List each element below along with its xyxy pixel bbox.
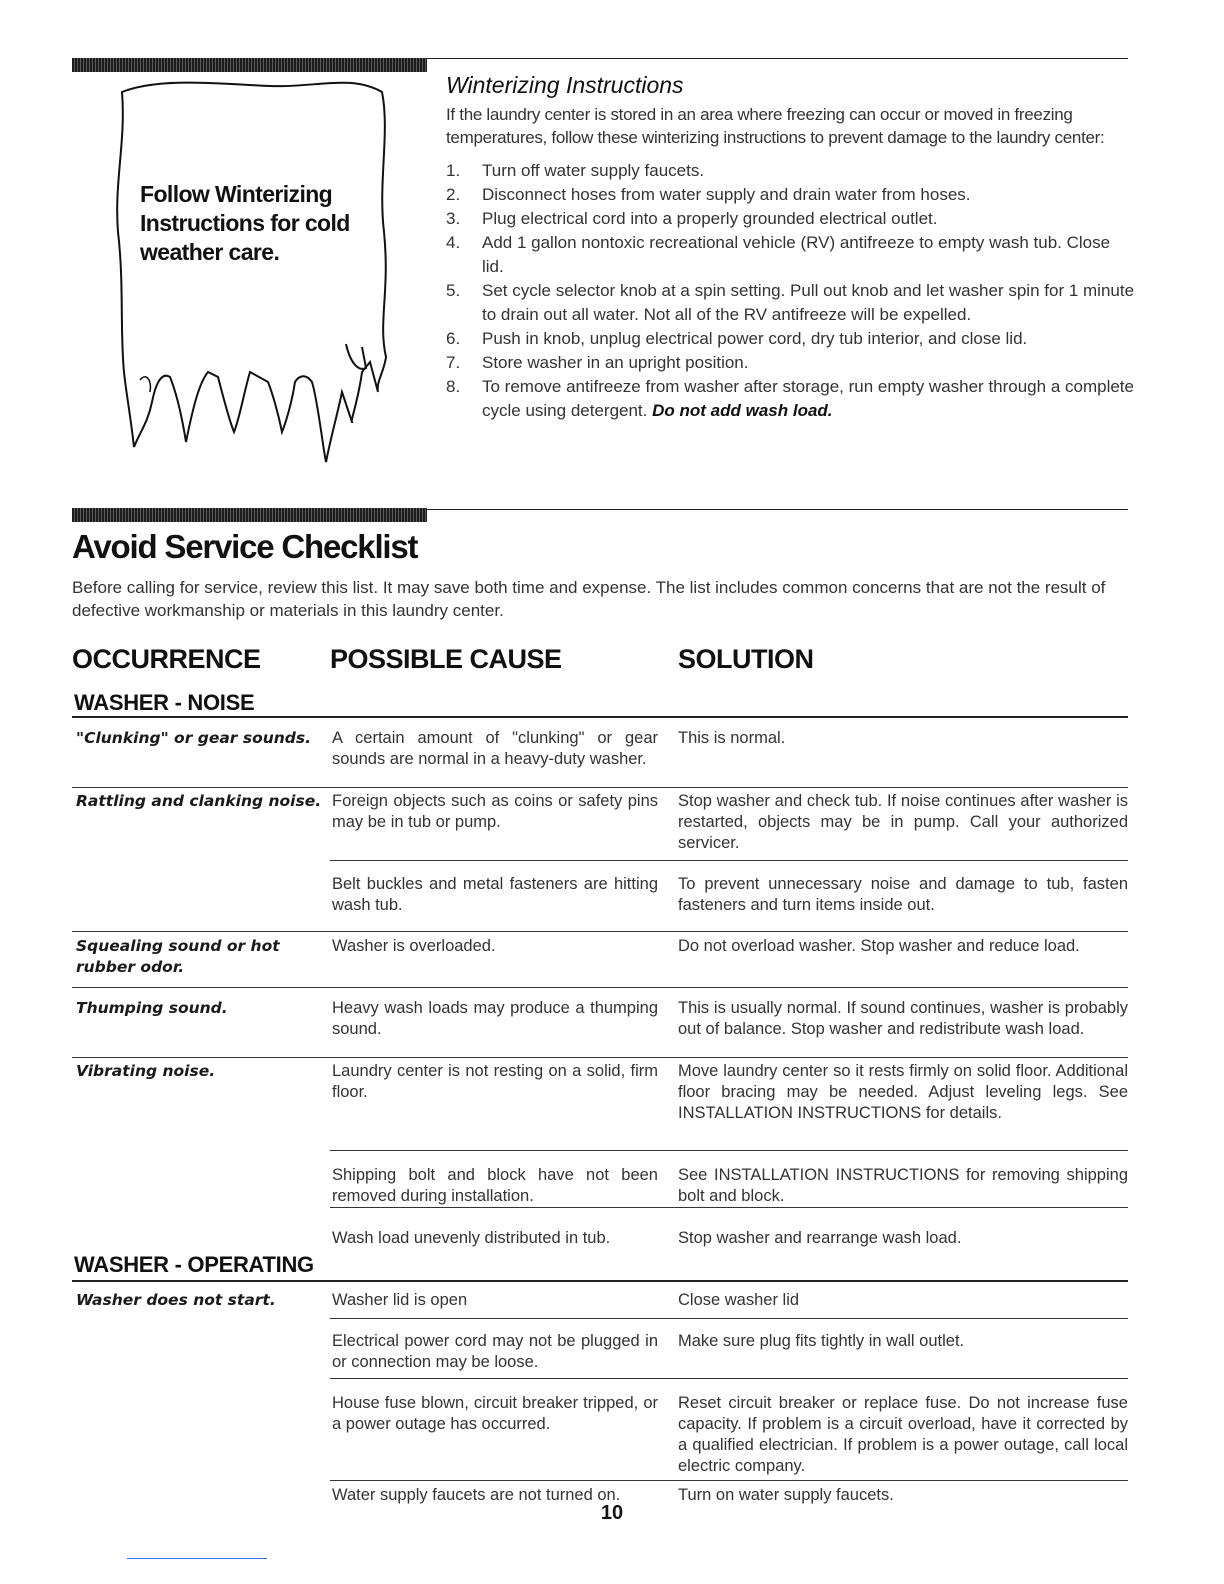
winterizing-section <box>446 72 1136 423</box>
header-bar-top <box>72 58 427 72</box>
solution-cell: Do not overload washer. Stop washer and reduce load. <box>678 937 1080 955</box>
step-number: 3. <box>446 209 461 228</box>
winterizing-step <box>446 279 1136 327</box>
step-emphasis: Do not add wash load. <box>652 401 833 420</box>
cause-cell: Laundry center is not resting on a solid, firm floor. <box>332 1062 658 1101</box>
step-text: Plug electrical cord into a properly grounded electrical outlet. <box>482 209 938 228</box>
row-divider <box>72 1057 1128 1058</box>
solution-cell: Reset circuit breaker or replace fuse. Do not increase fuse capacity. If problem is a circuit overload, have it corrected by a qualified electrician. If problem is a power outage, call local electric company. <box>678 1394 1128 1475</box>
solution-cell: This is usually normal. If sound continues, washer is probably out of balance. Stop washer and redistribute wash load. <box>678 999 1128 1038</box>
footer-underline <box>127 1558 267 1559</box>
step-number: 2. <box>446 185 461 204</box>
occurrence-cell: Thumping sound. <box>76 999 228 1017</box>
winterizing-steps <box>446 159 1136 423</box>
row-divider <box>330 1150 1128 1151</box>
cause-cell: A certain amount of "clunking" or gear sounds are normal in a heavy-duty washer. <box>332 729 658 768</box>
occurrence-cell: Rattling and clanking noise. <box>76 792 322 810</box>
cause-cell: Electrical power cord may not be plugged in or connection may be loose. <box>332 1332 658 1371</box>
step-number: 5. <box>446 281 461 300</box>
step-number: 6. <box>446 329 461 348</box>
cause-cell: Shipping bolt and block have not been removed during installation. <box>332 1166 658 1205</box>
winterizing-intro: If the laundry center is stored in an area where freezing can occur or moved in freezing temperatures, follow these winterizing instructions to prevent damage to the laundry center: <box>446 105 1105 147</box>
winterizing-title: Winterizing Instructions <box>446 72 684 98</box>
column-header-solution: SOLUTION <box>678 644 814 674</box>
solution-cell: To prevent unnecessary noise and damage to tub, fasten fasteners and turn items inside out. <box>678 875 1128 914</box>
section-title-washer-operating: WASHER - OPERATING <box>74 1252 314 1277</box>
winterizing-step <box>446 351 1136 375</box>
step-number: 7. <box>446 353 461 372</box>
checklist-title: Avoid Service Checklist <box>72 528 418 565</box>
row-divider <box>72 787 1128 788</box>
section-title-washer-noise: WASHER - NOISE <box>74 690 255 715</box>
solution-cell: Make sure plug fits tightly in wall outlet. <box>678 1332 965 1350</box>
cause-cell: Wash load unevenly distributed in tub. <box>332 1229 611 1247</box>
cause-cell: Foreign objects such as coins or safety pins may be in tub or pump. <box>332 792 658 831</box>
cause-cell: Belt buckles and metal fasteners are hitting wash tub. <box>332 875 658 914</box>
column-header-cause: POSSIBLE CAUSE <box>330 644 562 674</box>
cause-cell: Washer is overloaded. <box>332 937 496 955</box>
winterizing-callout: Follow Winterizing Instructions for cold weather care. <box>140 181 350 265</box>
step-text: Set cycle selector knob at a spin setting. Pull out knob and let washer spin for 1 minute to drain out all water. Not all of the RV antifreeze will be expelled. <box>482 281 1135 324</box>
cause-cell: Heavy wash loads may produce a thumping sound. <box>332 999 658 1038</box>
checklist-rule <box>427 509 1128 510</box>
solution-cell: Move laundry center so it rests firmly on solid floor. Additional floor bracing may be needed. Adjust leveling legs. See INSTALLATION INSTRUCTIONS for details. <box>678 1062 1128 1122</box>
winterizing-step <box>446 375 1136 423</box>
row-divider <box>330 1318 1128 1319</box>
row-divider <box>72 931 1128 932</box>
row-divider <box>330 1207 1128 1208</box>
cause-cell: Washer lid is open <box>332 1291 468 1309</box>
step-text: Store washer in an upright position. <box>482 353 749 372</box>
winterizing-step <box>446 231 1136 279</box>
cause-cell: House fuse blown, circuit breaker tripped, or a power outage has occurred. <box>332 1394 658 1433</box>
checklist-bar <box>72 508 427 522</box>
step-text: Disconnect hoses from water supply and drain water from hoses. <box>482 185 971 204</box>
step-text: Turn off water supply faucets. <box>482 161 705 180</box>
section-rule <box>72 716 1128 718</box>
solution-cell: Stop washer and check tub. If noise continues after washer is restarted, objects may be in pump. Call your authorized servicer. <box>678 792 1128 852</box>
page-number: 10 <box>600 1502 624 1524</box>
winterizing-step <box>446 327 1136 351</box>
step-number: 4. <box>446 233 461 252</box>
occurrence-cell: Squealing sound or hot rubber odor. <box>76 937 280 976</box>
solution-cell: This is normal. <box>678 729 786 747</box>
cause-cell: Water supply faucets are not turned on. <box>332 1486 621 1504</box>
winterizing-step <box>446 159 1136 183</box>
checklist-intro: Before calling for service, review this list. It may save both time and expense. The list includes common concerns that are not the result of defective workmanship or materials in this laundry center. <box>72 578 1106 620</box>
occurrence-cell: Washer does not start. <box>76 1291 276 1309</box>
solution-cell: Turn on water supply faucets. <box>678 1486 894 1504</box>
icicle-sign-illustration <box>100 72 400 482</box>
section-rule <box>72 1280 1128 1282</box>
step-text: Add 1 gallon nontoxic recreational vehicle (RV) antifreeze to empty wash tub. Close lid. <box>482 233 1111 276</box>
row-divider <box>72 987 1128 988</box>
winterizing-step <box>446 183 1136 207</box>
step-number: 1. <box>446 161 461 180</box>
occurrence-cell: "Clunking" or gear sounds. <box>76 729 312 747</box>
header-rule-top <box>427 58 1128 59</box>
solution-cell: Close washer lid <box>678 1291 800 1309</box>
step-text: Push in knob, unplug electrical power cord, dry tub interior, and close lid. <box>482 329 1028 348</box>
row-divider <box>330 1480 1128 1481</box>
solution-cell: See INSTALLATION INSTRUCTIONS for removing shipping bolt and block. <box>678 1166 1128 1205</box>
step-number: 8. <box>446 377 461 396</box>
step-text: To remove antifreeze from washer after storage, run empty washer through a complete cycle using detergent. <box>482 377 1134 420</box>
winterizing-step <box>446 207 1136 231</box>
column-header-occurrence: OCCURRENCE <box>72 644 261 674</box>
occurrence-cell: Vibrating noise. <box>76 1062 216 1080</box>
row-divider <box>330 860 1128 861</box>
row-divider <box>330 1378 1128 1379</box>
solution-cell: Stop washer and rearrange wash load. <box>678 1229 962 1247</box>
